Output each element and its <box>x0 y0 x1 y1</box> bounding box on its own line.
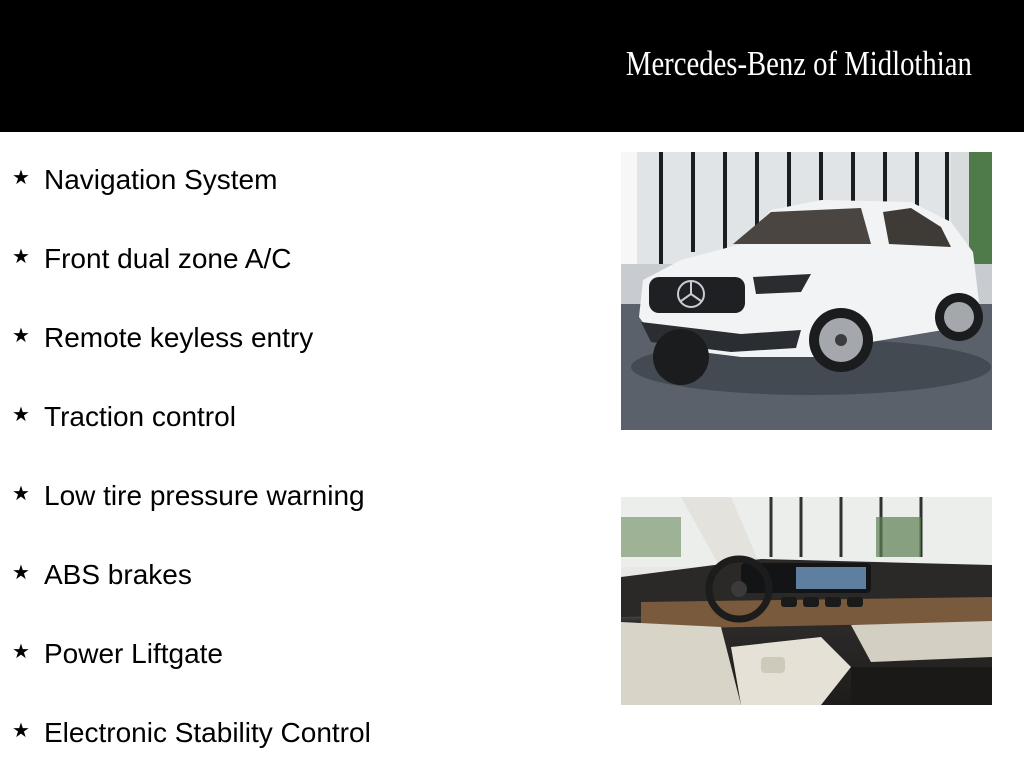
star-icon: ★ <box>12 401 30 426</box>
feature-label: ABS brakes <box>44 558 192 590</box>
interior-photo <box>621 497 992 705</box>
feature-item <box>12 693 592 772</box>
dealer-name: Mercedes-Benz of Midlothian <box>626 44 972 83</box>
feature-label: Power Liftgate <box>44 637 223 669</box>
feature-list <box>12 140 592 772</box>
feature-item <box>12 614 592 693</box>
feature-label: Traction control <box>44 400 236 432</box>
feature-label: Navigation System <box>44 163 278 195</box>
star-icon: ★ <box>12 322 30 347</box>
feature-label: Front dual zone A/C <box>44 242 292 274</box>
white-suv-illustration <box>621 152 992 430</box>
feature-item <box>12 456 592 535</box>
feature-item <box>12 219 592 298</box>
feature-label: Electronic Stability Control <box>44 716 371 748</box>
feature-item <box>12 140 592 219</box>
feature-item <box>12 377 592 456</box>
feature-item <box>12 298 592 377</box>
feature-item <box>12 535 592 614</box>
exterior-photo <box>621 152 992 430</box>
star-icon: ★ <box>12 243 30 268</box>
star-icon: ★ <box>12 717 30 742</box>
suv-interior-illustration <box>621 497 992 705</box>
star-icon: ★ <box>12 638 30 663</box>
star-icon: ★ <box>12 559 30 584</box>
feature-label: Low tire pressure warning <box>44 479 365 511</box>
header-bar <box>0 0 1024 132</box>
star-icon: ★ <box>12 480 30 505</box>
feature-label: Remote keyless entry <box>44 321 314 353</box>
star-icon: ★ <box>12 164 30 189</box>
